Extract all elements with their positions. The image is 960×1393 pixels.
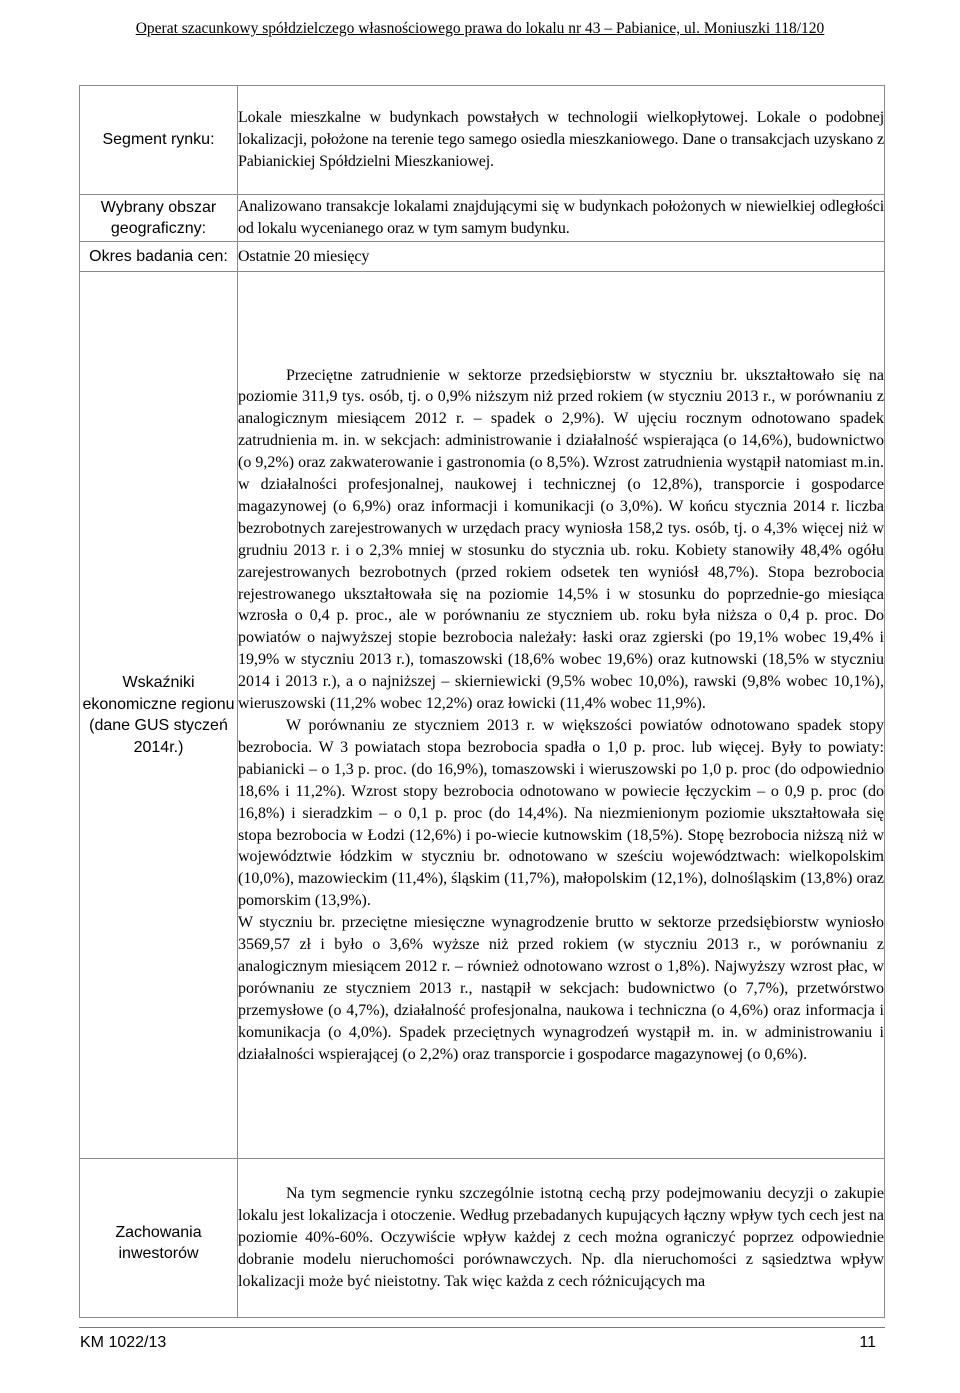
segment-paragraph: Lokale mieszkalne w budynkach powstałych w technologii wielkopłytowej. Lokale o podobnej lokalizacji, położone na terenie tego samego osiedla mieszkaniowego. Dane o transakcjach uzyskano z Pabianickiej Spółdzielni Mieszkaniowej. (238, 109, 884, 170)
investors-label: Zachowania inwestorów (80, 1159, 238, 1318)
document-number: KM 1022/13 (80, 1334, 167, 1351)
indicators-paragraph-2: W porównaniu ze styczniem 2013 r. w większości powiatów odnotowano spadek stopy bezrobocia. W 3 powiatach stopa bezrobocia spadła o 1,0 p. proc. lub więcej. Były to powiaty: pabianicki – o 1,3 p. proc. (do 16,9%), tomaszowski i wieruszowski po 1,0 p. proc (do odpowiednio 18,6% i 11,2%). Wzrost stopy bezrobocia odnotowano w powiecie łęczyckim – o 0,9 p. proc (do 16,8%) i sieradzkim – o 0,1 p. proc (do 14,4%). Na niezmienionym poziomie ukształtowała się stopa bezrobocia w Łodzi (12,6%) i po-wiecie kutnowskim (18,5%). Stopę bezrobocia niższą niż w województwie łódzkim w styczniu br. odnotowano w sześciu województwach: wielkopolskim (10,0%), mazowieckim (11,4%), śląskim (11,7%), małopolskim (12,1%), dolnośląskim (13,8%) oraz pomorskim (13,9%). (238, 717, 884, 910)
segment-text (238, 86, 885, 195)
indicators-label: Wskaźniki ekonomiczne regionu (dane GUS styczeń 2014r.) (80, 272, 238, 1159)
period-paragraph: Ostatnie 20 miesięcy (238, 247, 370, 265)
investors-text (238, 1159, 885, 1318)
page-number: 11 (859, 1334, 876, 1351)
table-row (80, 272, 885, 1159)
table-row (80, 86, 885, 195)
appraisal-table (79, 85, 885, 1318)
area-label: Wybrany obszar geograficzny: (80, 195, 238, 242)
table-row (80, 242, 885, 272)
area-paragraph: Analizowano transakcje lokalami znajdującymi się w budynkach położonych w niewielkiej odległości od lokalu wycenianego oraz w tym samym budynku. (238, 198, 884, 237)
table-row (80, 1159, 885, 1318)
period-text (238, 242, 885, 272)
investors-paragraph: Na tym segmencie rynku szczególnie istotną cechą przy podejmowaniu decyzji o zakupie lokalu jest lokalizacja i otoczenie. Według przebadanych kupujących łączny wpływ tych cech jest na poziomie 40%-60%. Oczywiście wpływ każdej z cech można ograniczyć poprzez odpowiednie dobranie modelu nieruchomości porównawczych. Np. dla nieruchomości z sąsiedztwa wpływ lokalizacji może być nieistotny. Tak więc każda z cech różnicujących ma (238, 1185, 884, 1290)
area-text (238, 195, 885, 242)
period-label: Okres badania cen: (80, 242, 238, 272)
table-row (80, 195, 885, 242)
indicators-paragraph-1: Przeciętne zatrudnienie w sektorze przedsiębiorstw w styczniu br. ukształtowało się na poziomie 311,9 tys. osób, tj. o 0,9% niższym niż przed rokiem (w styczniu 2013 r., w porównaniu z analogicznym miesiącem 2012 r. – spadek o 2,9%). W ujęciu rocznym odnotowano spadek zatrudnienia m. in. w sekcjach: administrowanie i działalność wspierająca (o 14,6%), budownictwo (o 9,2%) oraz zakwaterowanie i gastronomia (o 8,5%). Wzrost zatrudnienia wystąpił natomiast m.in. w działalności profesjonalnej, naukowej i technicznej (o 12,8%), transporcie i gospodarce magazynowej (o 6,9%) oraz informacji i komunikacji (o 3,0%). W końcu stycznia 2014 r. liczba bezrobotnych zarejestrowanych w urzędach pracy wyniosła 158,2 tys. osób, tj. o 4,3% więcej niż w grudniu 2013 r. i o 2,3% mniej w stosunku do stycznia ub. roku. Kobiety stanowiły 48,4% ogółu zarejestrowanych bezrobotnych (przed rokiem odsetek ten wyniósł 48,7%). Stopa bezrobocia rejestrowanego ukształtowała się na poziomie 14,5% i w stosunku do poprzednie-go miesiąca wzrosła o 0,4 p. proc., ale w porównaniu ze styczniem ub. roku była niższa o 0,4 p. proc. Do powiatów o najwyższej stopie bezrobocia należały: łaski oraz zgierski (po 19,1% wobec 19,4% i 19,9% w styczniu 2013 r.), tomaszowski (18,6% wobec 19,6%) oraz kutnowski (18,5% w styczniu 2014 i 2013 r.), a o najniższej – skierniewicki (9,5% wobec 10,0%), rawski (9,8% wobec 10,1%), wieruszowski (11,2% wobec 12,2%) oraz łowicki (11,4% wobec 11,9%). (238, 366, 884, 713)
indicators-paragraph-3: W styczniu br. przeciętne miesięczne wynagrodzenie brutto w sektorze przedsiębiorstw wyniosło 3569,57 zł i było o 3,6% wyższe niż przed rokiem (w styczniu 2013 r., w porównaniu z analogicznym miesiącem 2012 r. – również odnotowano wzrost o 1,8%). Najwyższy wzrost płac, w porównaniu ze styczniem 2013 r., nastąpił w sekcjach: budownictwo (o 7,7%), przetwórstwo przemysłowe (o 4,7%), działalność profesjonalna, naukowa i techniczna (o 4,6%) oraz informacja i komunikacja (o 4,0%). Spadek przeciętnych wynagrodzeń wystąpił m. in. w administrowaniu i działalności wspierającej (o 2,2%) oraz transporcie i gospodarce magazynowej (o 0,6%). (238, 914, 884, 1063)
page-footer (79, 1327, 885, 1351)
indicators-text (238, 272, 885, 1159)
page-header-title: Operat szacunkowy spółdzielczego własnościowego prawa do lokalu nr 43 – Pabianice, ul. Moniuszki 118/120 (135, 20, 825, 37)
segment-label: Segment rynku: (80, 86, 238, 195)
